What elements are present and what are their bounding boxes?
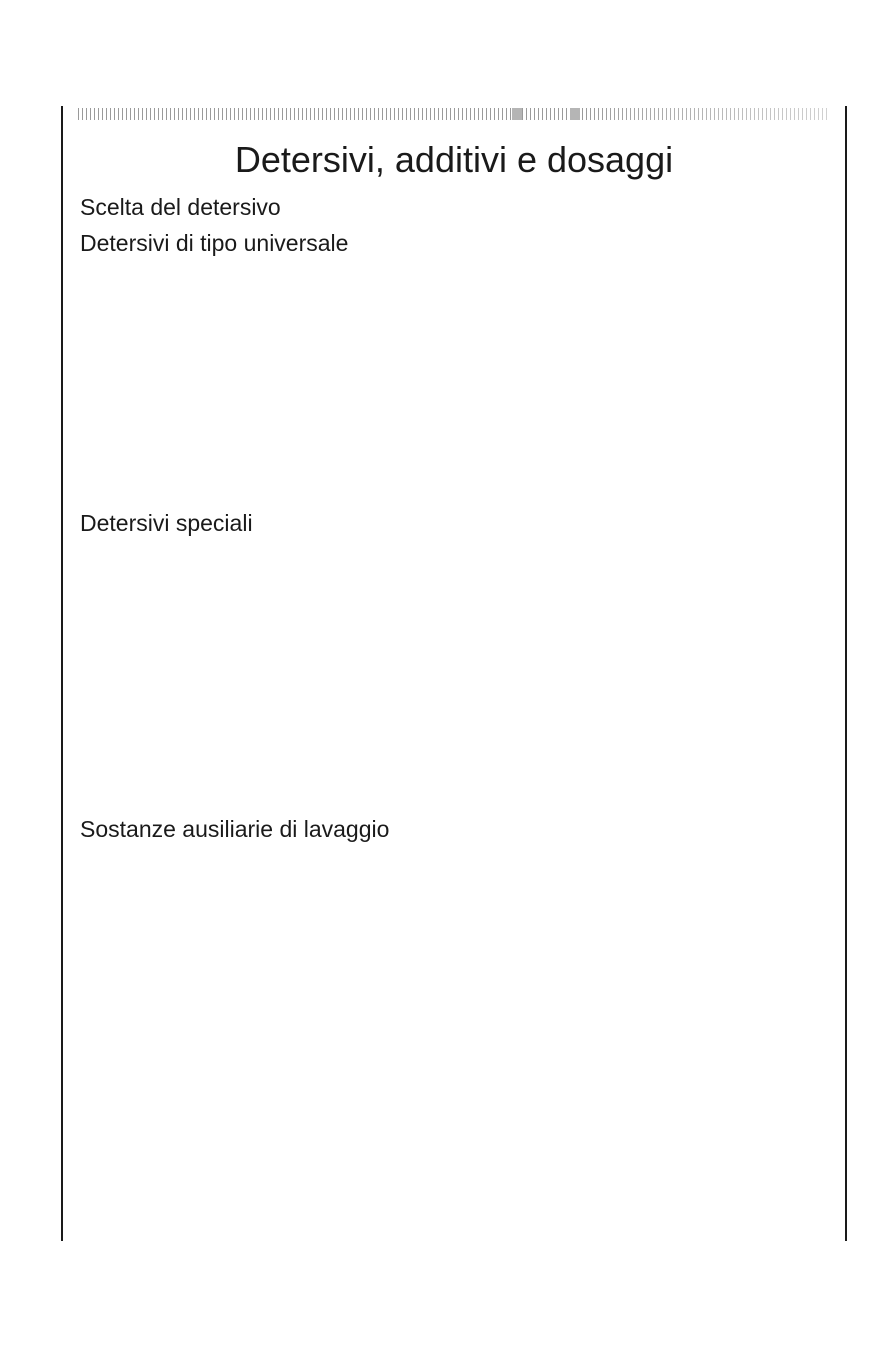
page-title: Detersivi, additivi e dosaggi: [234, 139, 674, 180]
section-heading-washing-auxiliaries: Sostanze ausiliarie di lavaggio: [80, 816, 390, 842]
ruler-marker: [570, 108, 580, 120]
ruler-marker: [512, 108, 522, 120]
section-heading-special-detergents: Detersivi speciali: [80, 510, 253, 536]
section-heading-detergent-choice: Scelta del detersivo: [80, 194, 281, 220]
page-border-right: [845, 106, 847, 1241]
section-heading-universal-detergents: Detersivi di tipo universale: [80, 230, 349, 256]
page-border-left: [61, 106, 63, 1241]
ruler-fade: [580, 108, 830, 120]
